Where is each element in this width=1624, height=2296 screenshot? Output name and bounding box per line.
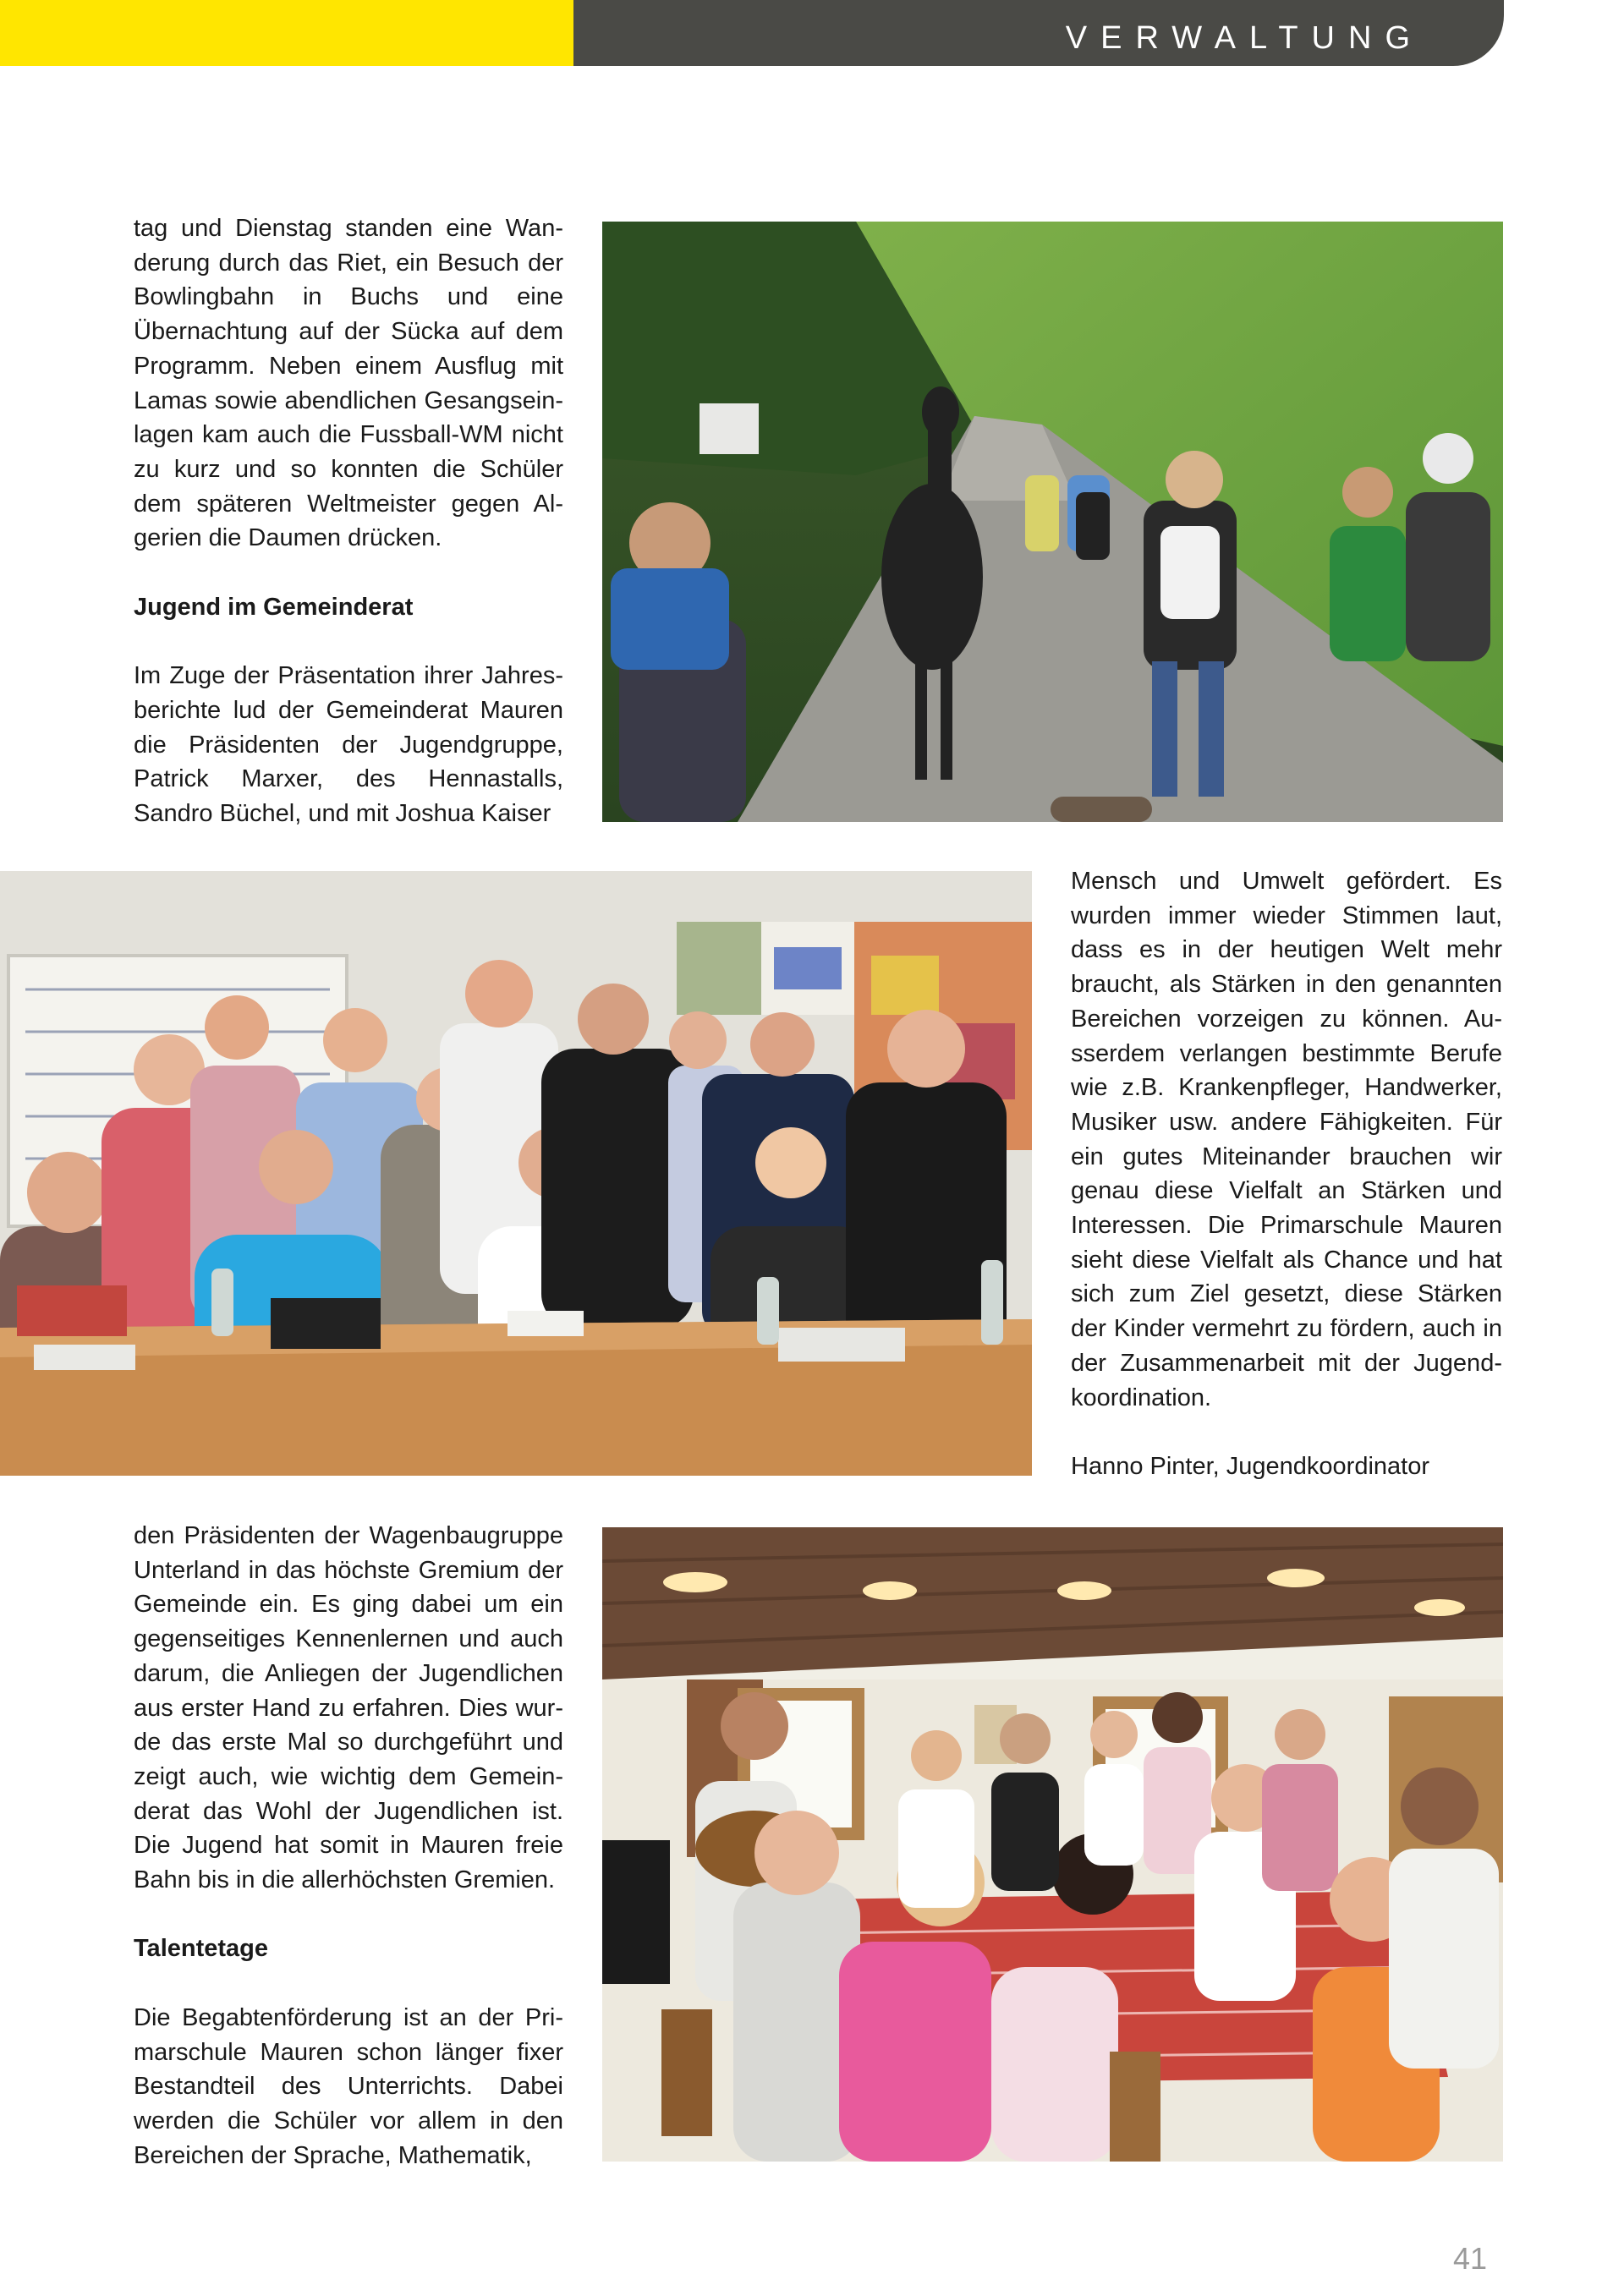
paragraph-begabtenfoerderung: Die Begabtenförderung ist an der Primarschule Mauren schon länger fixer Bestandteil des Unterrichts. Dabei werden die Schüler vor allem in den Bereichen der Sprache, Mathematik,	[134, 2003, 563, 2169]
header-section-bar	[573, 0, 1504, 66]
heading-jugend-im-gemeinderat: Jugend im Gemeinderat	[134, 593, 414, 621]
heading-talentetage: Talentetage	[134, 1935, 269, 1963]
section-label: VERWALTUNG	[1065, 20, 1424, 56]
paragraph-gemeinderat: Im Zuge der Präsentation ihrer Jahresberichte lud der Gemeinderat Mauren die Präsidenten der Jugendgruppe, Patrick Marxer, des Hennastalls, Sandro Büchel, und mit Joshua Kaiser	[134, 662, 563, 827]
paragraph-wagenbaugruppe: den Präsidenten der Wagenbaugruppe Unterland in das höchste Gremium der Gemeinde ein. Es ging dabei um ein gegenseitiges Kennenlernen und auch darum, die Anliegen der Jugendlichen aus erster Hand zu erfahren. Dies wurde das erste Mal so durchgeführt und zeigt auch, wie wichtig dem Gemeinderat das Wohl der Jugendlichen ist. Die Jugend hat somit in Mauren freie Bahn bis in die allerhöchsten Gremien.	[134, 1522, 563, 1894]
author-signature: Hanno Pinter, Jugendkoordinator	[1071, 1452, 1430, 1480]
paragraph-vielfalt: Mensch und Umwelt gefördert. Es wurden immer wieder Stimmen laut, dass es in der heutigen Welt mehr braucht, als Stärken in den genannten Bereichen vorzeigen zu können. Ausserdem verlangen bestimmte Berufe wie z.B. Krankenpfleger, Handwerker, Musiker usw. andere Fähigkeiten. Für ein gutes Miteinander brauchen wir genau diese Vielfalt an Stärken und Interessen. Die Primarschule Mauren sieht diese Vielfalt als Chance und hat sich zum Ziel gesetzt, diese Stärken der Kinder vermehrt zu fördern, auch in der Zusammenarbeit mit der Jugendkoordination.	[1071, 868, 1502, 1411]
paragraph-excursion: tag und Dienstag standen eine Wanderung durch das Riet, ein Besuch der Bowlingbahn in Buchs und eine Übernachtung auf der Sücka auf dem Programm. Neben einem Ausflug mit Lamas sowie abendlichen Gesangseinlagen kam auch die Fussball-WM nicht zu kurz und so konnten die Schüler dem späteren Weltmeister gegen Algerien die Daumen drücken.	[134, 215, 563, 552]
text-column-bottom-left	[134, 1519, 563, 2173]
text-column-middle-right	[1071, 864, 1502, 1484]
photo-llama-hike	[602, 222, 1503, 822]
header-accent-bar	[0, 0, 573, 66]
page-number: 41	[1452, 2241, 1487, 2276]
photo-council-group	[0, 871, 1032, 1476]
text-column-top-left	[134, 211, 563, 831]
photo-children-music	[602, 1527, 1503, 2162]
